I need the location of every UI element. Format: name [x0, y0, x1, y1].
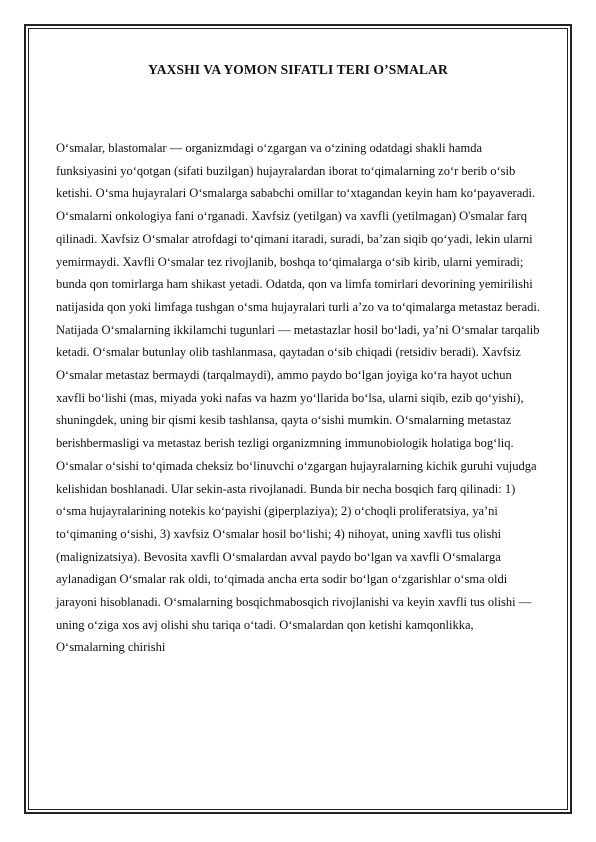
paragraph-oncology: O‘smalarni onkologiya fani o‘rganadi. Xavfsiz (yetilgan) va xavfli (yetilmagan) O'smalar farq qilinadi. Xavfsiz O‘smalar atrofdagi to‘qimani itaradi, suradi, ba’zan siqib qo‘yadi, lekin ularni yemirmaydi. Xavfli O‘smalar tez rivojlanib, boshqa to‘qimalarga o‘sib kirib, ularni yemiradi; bunda qon tomirlarga ham shikast yetadi. Odatda, qon va limfa tomirlari devorining yemirilishi natijasida qon yoki limfaga tushgan o‘sma hujayralari turli a’zo va to‘qimalarga metastaz beradi. Natijada O‘smalarning ikkilamchi tugunlari — metastazlar hosil bo‘ladi, ya’ni O‘smalar tarqalib ketadi. O‘smalar butunlay olib tashlanmasa, qaytadan o‘sib chiqadi (retsidiv beradi). Xavfsiz O‘smalar metastaz bermaydi (tarqalmaydi), ammo paydo bo‘lgan joyiga ko‘ra hayot uchun xavfli bo‘lishi (mas, miyada yoki nafas va hazm yo‘llarida bo‘lsa, ularni siqib, ezib qo‘yishi), shuningdek, uning bir qismi kesib tashlansa, qayta o‘sishi mumkin. O‘smalarning metastaz berishbermasligi va metastaz berish tezligi organizmning immunobiologik holatiga bog‘liq. — [56, 209, 540, 451]
paragraph-growth-stages: O‘smalar o‘sishi to‘qimada cheksiz bo‘linuvchi o‘zgargan hujayralarning kichik guruhi vujudga kelishidan boshlanadi. Ular sekin-asta rivojlanadi. Bunda bir necha bosqich farq qilinadi: 1) o‘sma hujayralarining notekis ko‘payishi (giperplaziya); 2) o‘choqli proliferatsiya, ya’ni to‘qimaning o‘sishi, 3) xavfsiz O‘smalar hosil bo‘lishi; 4) nihoyat, uning xavfli tus olishi (malignizatsiya). Bevosita xavfli O‘smalardan avval paydo bo‘lgan va xavfli O‘smalarga aylanadigan O‘smalar rak oldi, to‘qimada ancha erta sodir bo‘lgan o‘zgarishlar o‘sma oldi jarayoni hisoblanadi. O‘smalarning bosqichmabosqich rivojlanishi va keyin xavfli tus olishi — uning o‘ziga xos avj olishi shu tariqa o‘tadi. O‘smalardan qon ketishi kamqonlikka, O‘smalarning chirishi — [56, 458, 537, 655]
paragraph-definition: O‘smalar, blastomalar — organizmdagi o‘zgargan va o‘zining odatdagi shakli hamda funksiyasini yo‘qotgan (sifati buzilgan) hujayralardan iborat to‘qimalarning zo‘r berib o‘sib ketishi. O‘sma hujayralari O‘smalarga sababchi omillar to‘xtagandan keyin ham ko‘payaveradi. — [56, 141, 536, 201]
document-body — [56, 137, 544, 659]
document-title: YAXSHI VA YOMON SIFATLI TERI O’SMALAR — [148, 62, 448, 77]
